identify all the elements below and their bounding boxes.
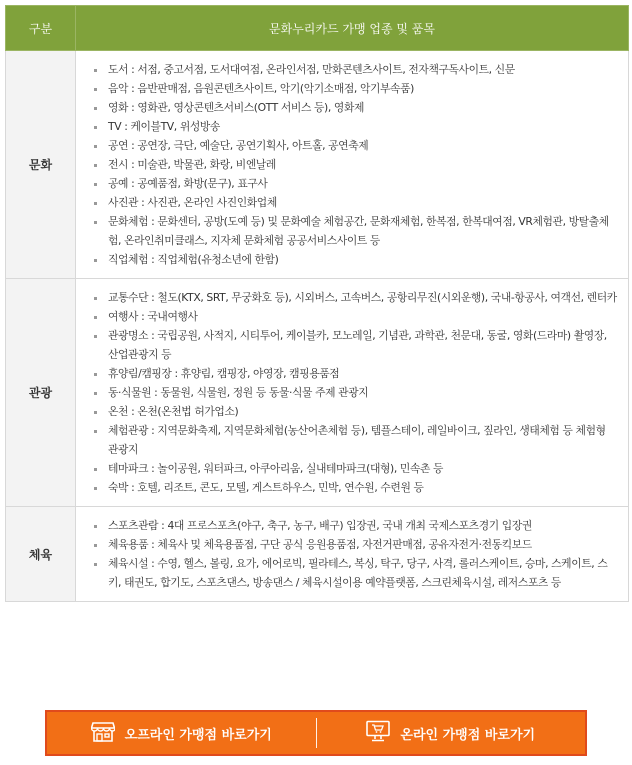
offline-merchant-button[interactable] [47, 712, 316, 754]
list-item: 휴양림/캠핑장 : 휴양림, 캠핑장, 야영장, 캠핑용품점 [90, 364, 618, 383]
item-list [90, 288, 618, 497]
table-header-row [6, 6, 629, 51]
table-row-culture [6, 51, 629, 279]
table-row-tourism [6, 279, 629, 507]
list-item: 영화 : 영화관, 영상콘텐츠서비스(OTT 서비스 등), 영화제 [90, 98, 618, 117]
items-cell [76, 279, 629, 507]
items-cell [76, 51, 629, 279]
list-item: 사진관 : 사진관, 온라인 사진인화업체 [90, 193, 618, 212]
list-item: 관광명소 : 국립공원, 사적지, 시티투어, 케이블카, 모노레일, 기념관, 과학관, 천문대, 동굴, 영화(드라마) 촬영장, 산업관광지 등 [90, 326, 618, 364]
items-cell [76, 507, 629, 602]
category-cell: 체육 [6, 507, 76, 602]
list-item: 공연 : 공연장, 극단, 예술단, 공연기획사, 아트홀, 공연축제 [90, 136, 618, 155]
list-item: 체육용품 : 체육사 및 체육용품점, 구단 공식 응원용품점, 자전거판매점, 공유자전거·전동킥보드 [90, 535, 618, 554]
monitor-cart-icon [366, 720, 400, 746]
list-item: 문화체험 : 문화센터, 공방(도예 등) 및 문화예술 체험공간, 문화재체험, 한복점, 한복대여점, VR체험관, 방탈출체험, 온라인취미클래스, 지자체 문화체험 공공서비스사이트 등 [90, 212, 618, 250]
offline-button-label: 오프라인 가맹점 바로가기 [124, 727, 272, 743]
merchant-link-bar [45, 710, 587, 756]
category-cell: 문화 [6, 51, 76, 279]
list-item: 숙박 : 호텔, 리조트, 콘도, 모텔, 게스트하우스, 민박, 연수원, 수련원 등 [90, 478, 618, 497]
online-button-label: 온라인 가맹점 바로가기 [400, 727, 536, 743]
list-item: 스포츠관람 : 4대 프로스포츠(야구, 축구, 농구, 배구) 입장권, 국내 개최 국제스포츠경기 입장권 [90, 516, 618, 535]
online-merchant-button[interactable] [317, 712, 586, 754]
item-list [90, 516, 618, 592]
list-item: 교통수단 : 철도(KTX, SRT, 무궁화호 등), 시외버스, 고속버스, 공항리무진(시외운행), 국내-항공사, 여객선, 렌터카 [90, 288, 618, 307]
table-row-sports [6, 507, 629, 602]
list-item: 도서 : 서점, 중고서점, 도서대여점, 온라인서점, 만화콘텐츠사이트, 전자책구독사이트, 신문 [90, 60, 618, 79]
list-item: 음악 : 음반판매점, 음원콘텐츠사이트, 악기(악기소매점, 악기부속품) [90, 79, 618, 98]
list-item: 온천 : 온천(온천법 허가업소) [90, 402, 618, 421]
list-item: 체육시설 : 수영, 헬스, 볼링, 요가, 에어로빅, 필라테스, 복싱, 탁구, 당구, 사격, 롤러스케이트, 승마, 스케이트, 스키, 태권도, 합기도, 스포츠댄스, 방송댄스 / 체육시설이용 예약플랫폼, 스크린체육시설, 레저스포츠 등 [90, 554, 618, 592]
header-items: 문화누리카드 가맹 업종 및 품목 [76, 6, 629, 51]
list-item: 여행사 : 국내여행사 [90, 307, 618, 326]
list-item: 체험관광 : 지역문화축제, 지역문화체험(농산어촌체험 등), 템플스테이, 레일바이크, 짚라인, 생태체험 등 체험형 관광지 [90, 421, 618, 459]
store-icon [91, 720, 125, 746]
merchant-category-table [5, 5, 629, 602]
list-item: TV : 케이블TV, 위성방송 [90, 117, 618, 136]
item-list [90, 60, 618, 269]
list-item: 공예 : 공예품점, 화방(문구), 표구사 [90, 174, 618, 193]
list-item: 직업체험 : 직업체험(유청소년에 한함) [90, 250, 618, 269]
category-cell: 관광 [6, 279, 76, 507]
header-category: 구분 [6, 6, 76, 51]
list-item: 전시 : 미술관, 박물관, 화랑, 비엔날레 [90, 155, 618, 174]
list-item: 테마파크 : 놀이공원, 워터파크, 아쿠아리움, 실내테마파크(대형), 민속촌 등 [90, 459, 618, 478]
list-item: 동·식물원 : 동물원, 식물원, 정원 등 동물·식물 주제 관광지 [90, 383, 618, 402]
button-divider [316, 718, 317, 748]
